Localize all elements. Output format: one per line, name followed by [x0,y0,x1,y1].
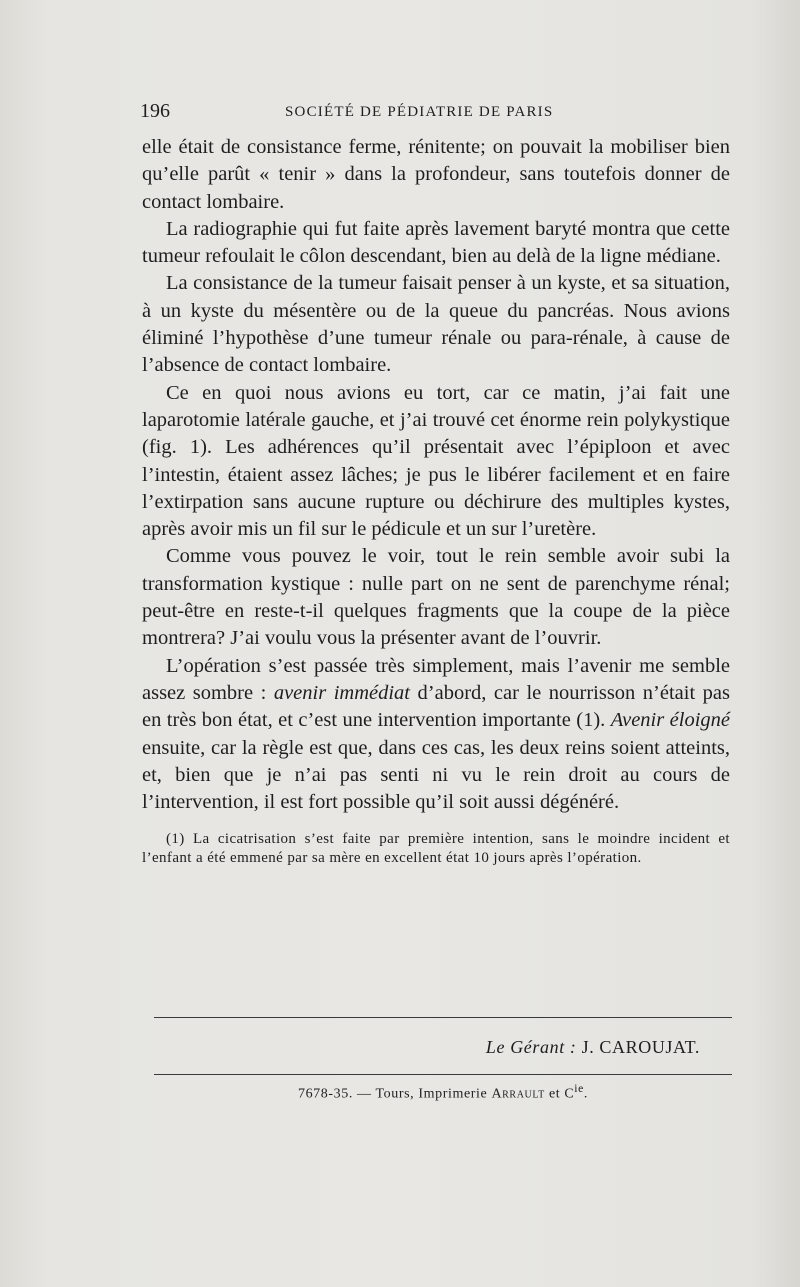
printer-name: Arrault [491,1086,545,1102]
signature-label: Le Gérant : [485,1037,577,1057]
signature [486,1037,700,1058]
italic-text: avenir immédiat [273,681,411,704]
page-header [140,100,730,126]
imprint-text: 7678-35. — Tours, Imprimerie [297,1086,492,1102]
body-text [142,134,730,868]
text-run: d’abord, car le nourrisson n’était pas en très bon état, et c’est une intervention importante (1). [142,681,731,732]
imprint-superscript: ie [574,1082,584,1095]
paragraph: La radiographie qui fut faite après lavement baryté montra que cette tumeur refoulait le côlon descendant, bien au delà de la ligne médiane. [142,217,730,268]
imprint-text: et C [544,1086,575,1102]
text-run: L’opération s’est passée très simplement, mais l’avenir me semble assez sombre : [142,654,730,704]
signature-name: J. CAROUJAT. [581,1037,700,1057]
italic-text: Avenir éloigné [610,709,730,732]
page-number: 196 [140,100,170,122]
paragraph: La consistance de la tumeur faisait penser à un kyste, et sa situation, à un kyste du mésentère ou de la queue du pancréas. Nous avions éliminé l’hypothèse d’une tumeur rénale ou para-rénale, à cause de l’absence de contact lombaire. [142,272,730,377]
paragraph: Comme vous pouvez le voir, tout le rein semble avoir subi la transformation kystique : nulle part on ne sent de parenchyme rénal; peut-être en reste-t-il quelques fragments que la coupe de la pièce montrera? J’ai voulu vous la présenter avant de l’ouvrir. [142,545,730,650]
paragraph [142,653,730,817]
divider-rule [154,1017,732,1018]
paragraph: Ce en quoi nous avions eu tort, car ce matin, j’ai fait une laparotomie latérale gauche, et j’ai trouvé cet énorme rein polykystique (fig. 1). Les adhérences qu’il présentait avec l’épiploon et avec l’intestin, étaient assez lâches; je pus le libérer facilement et en faire l’extirpation sans aucune rupture ou déchirure des multiples kystes, après avoir mis un fil sur le pédicule et un sur l’uretère. [142,381,730,541]
text-run: ensuite, car la règle est que, dans ces cas, les deux reins soient atteints, et, bien que je n’ai pas senti ni vu le rein droit au cours de l’intervention, il est fort possible qu’il soit aussi dégénéré. [142,736,730,814]
divider-rule [154,1074,732,1075]
footnote: (1) La cicatrisation s’est faite par première intention, sans le moindre incident et l’enfant a été emmené par sa mère en excellent état 10 jours après l’opération. [142,831,730,867]
printer-imprint [154,1082,732,1103]
running-head: SOCIÉTÉ DE PÉDIATRIE DE PARIS [285,104,554,120]
imprint-text: . [583,1086,589,1102]
paragraph: elle était de consistance ferme, rénitente; on pouvait la mobiliser bien qu’elle parût « tenir » dans la profondeur, sans toutefois donner de contact lombaire. [142,136,730,213]
